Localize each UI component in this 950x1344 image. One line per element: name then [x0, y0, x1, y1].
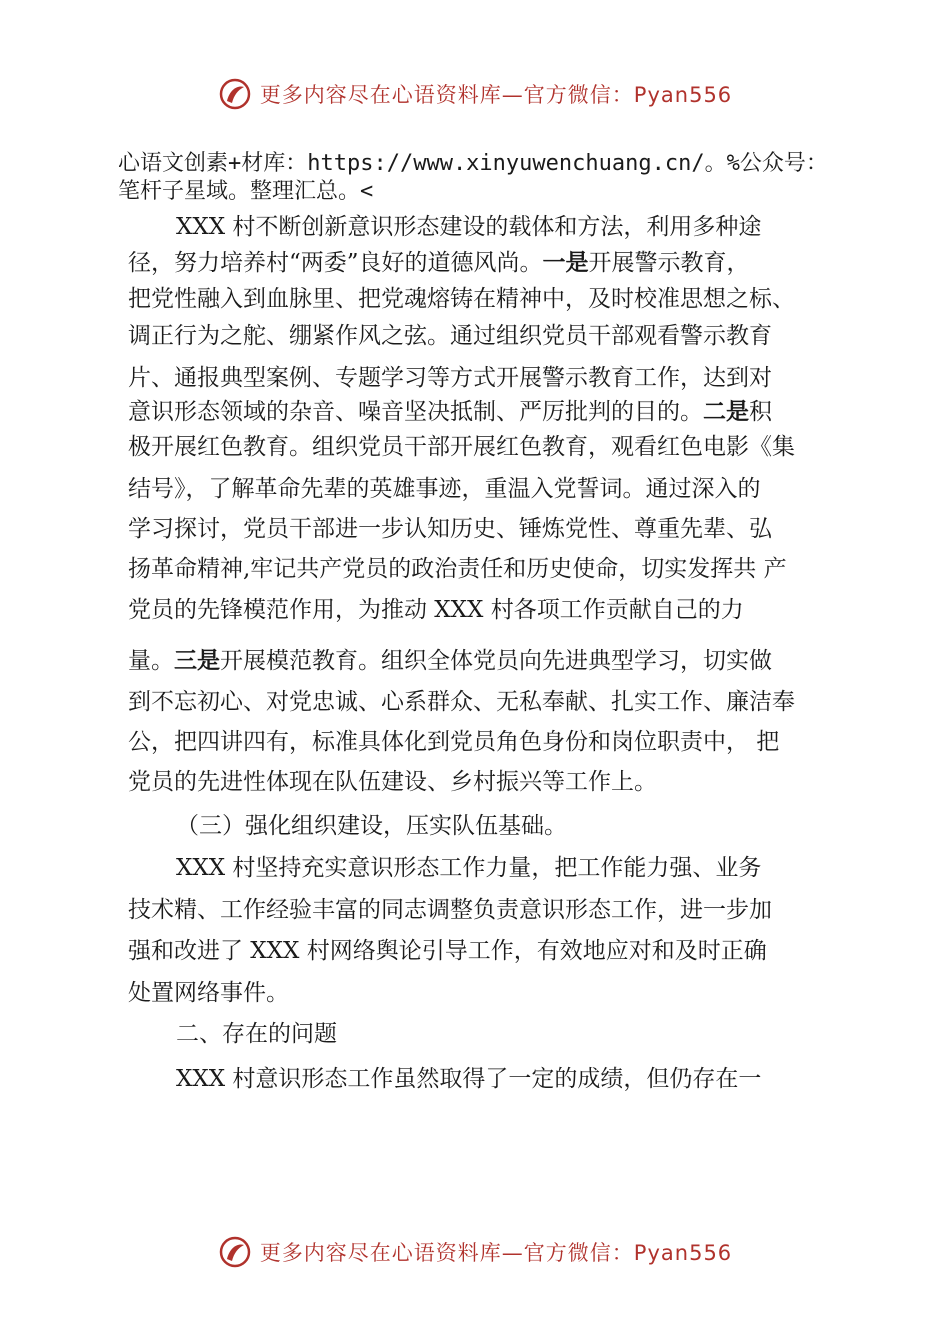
body-line: XXX 村意识形态工作虽然取得了一定的成绩，但仍存在一 — [176, 1066, 762, 1092]
body-line: 扬革命精神,牢记共产党员的政治责任和历史使命，切实发挥共 产 — [128, 556, 787, 582]
body-line: 公，把四讲四有，标准具体化到党员角色身份和岗位职责中， 把 — [128, 729, 780, 755]
body-line: 学习探讨，党员干部进一步认知历史、锤炼党性、尊重先辈、弘 — [128, 516, 772, 542]
source-note-line: 笔杆子星域。整理汇总。< — [118, 179, 374, 204]
logo-icon — [218, 1235, 252, 1269]
section-heading: 二、存在的问题 — [176, 1021, 337, 1047]
body-line: 结号》，了解革命先辈的英雄事迹，重温入党誓词。通过深入的 — [128, 476, 761, 502]
body-line: 量。三是开展模范教育。组织全体党员向先进典型学习，切实做 — [128, 648, 772, 674]
emphasis-third: 三是 — [174, 648, 220, 674]
body-line: XXX 村不断创新意识形态建设的载体和方法，利用多种途 — [176, 214, 762, 240]
body-line: 强和改进了 XXX 村网络舆论引导工作，有效地应对和及时正确 — [128, 938, 767, 964]
watermark-text: 更多内容尽在心语资料库—官方微信：Pyan556 — [259, 1241, 733, 1265]
body-line: 片、通报典型案例、专题学习等方式开展警示教育工作，达到对 — [128, 365, 772, 391]
body-line: XXX 村坚持充实意识形态工作力量，把工作能力强、业务 — [176, 855, 762, 881]
watermark-banner-bottom — [0, 1230, 950, 1274]
body-line: 技术精、工作经验丰富的同志调整负责意识形态工作，进一步加 — [128, 897, 772, 923]
logo-icon — [218, 77, 252, 111]
watermark-banner-top — [0, 72, 950, 116]
source-note-line: 心语文创素+材库：https://www.xinyuwenchuang.cn/。%公众号： — [118, 151, 828, 176]
body-line: 把党性融入到血脉里、把党魂熔铸在精神中，及时校准思想之标、 — [128, 286, 795, 312]
emphasis-second: 二是 — [703, 399, 749, 425]
body-line: 党员的先进性体现在队伍建设、乡村振兴等工作上。 — [128, 769, 657, 795]
body-line: 党员的先锋模范作用，为推动 XXX 村各项工作贡献自己的力 — [128, 597, 744, 623]
body-line: 极开展红色教育。组织党员干部开展红色教育，观看红色电影《集 — [128, 434, 795, 460]
body-line: 到不忘初心、对党忠诚、心系群众、无私奉献、扎实工作、廉洁奉 — [128, 689, 795, 715]
body-line: 意识形态领域的杂音、噪音坚决抵制、严厉批判的目的。二是积 — [128, 399, 772, 425]
watermark-text: 更多内容尽在心语资料库—官方微信：Pyan556 — [259, 83, 733, 107]
body-line: 径，努力培养村“两委”良好的道德风尚。一是开展警示教育， — [128, 250, 750, 276]
body-line: 处置网络事件。 — [128, 980, 289, 1006]
body-line: 调正行为之舵、绷紧作风之弦。通过组织党员干部观看警示教育 — [128, 323, 772, 349]
emphasis-first: 一是 — [542, 250, 589, 276]
section-heading: （三）强化组织建设，压实队伍基础。 — [176, 813, 567, 839]
